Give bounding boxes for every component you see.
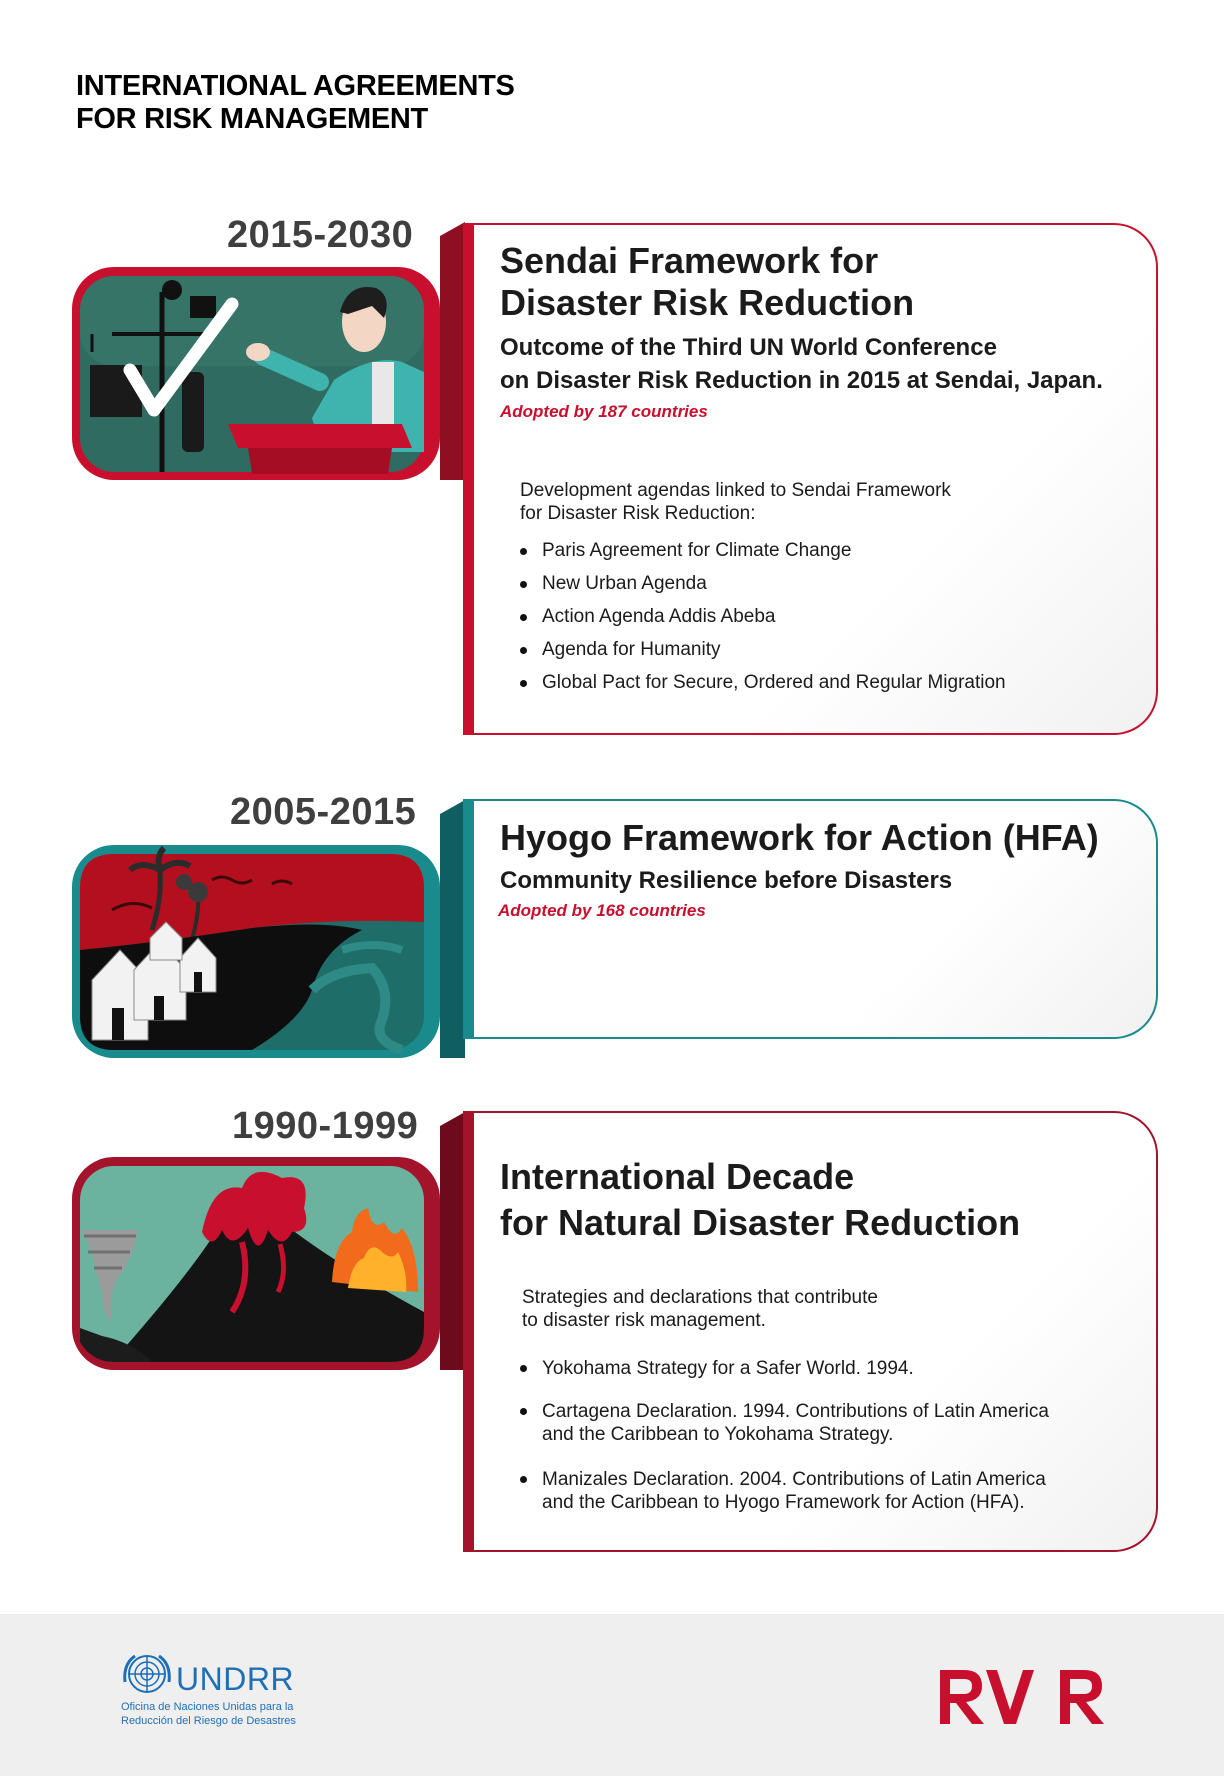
- section-years-sendai: 2015-2030: [227, 214, 414, 256]
- card-title-hyogo-line1: Hyogo Framework for Action (HFA): [500, 817, 1099, 858]
- strategies-list: [520, 1357, 1049, 1514]
- section-years-decade: 1990-1999: [232, 1105, 419, 1147]
- list-item: [520, 1468, 1049, 1514]
- un-emblem-icon: [121, 1652, 173, 1698]
- list-item: Paris Agreement for Climate Change: [520, 540, 1006, 562]
- card-subtitle-hyogo-line1: Community Resilience before Disasters: [500, 867, 953, 894]
- page-title-line1: INTERNATIONAL AGREEMENTS: [76, 70, 515, 102]
- intro-sendai-line2: for Disaster Risk Reduction:: [520, 503, 756, 524]
- card-title-sendai: [500, 240, 914, 324]
- list-item: Action Agenda Addis Abeba: [520, 606, 1006, 628]
- page-title-line2: FOR RISK MANAGEMENT: [76, 103, 428, 135]
- rar-logo: [936, 1666, 1116, 1726]
- list-item: New Urban Agenda: [520, 573, 1006, 595]
- page-title: [76, 70, 515, 136]
- agenda-list: [520, 540, 1006, 694]
- list-item-line2: and the Caribbean to Hyogo Framework for Action (HFA).: [542, 1492, 1025, 1513]
- intro-decade-line1: Strategies and declarations that contribute: [522, 1287, 878, 1308]
- list-item-line2: and the Caribbean to Yokohama Strategy.: [542, 1424, 894, 1445]
- undrr-subtitle-line2: Reducción del Riesgo de Desastres: [121, 1715, 296, 1727]
- adopted-count-hyogo: Adopted by 168 countries: [498, 901, 706, 920]
- undrr-subtitle-line1: Oficina de Naciones Unidas para la: [121, 1701, 294, 1713]
- list-item: Global Pact for Secure, Ordered and Regular Migration: [520, 672, 1006, 694]
- card-title-sendai-line1: Sendai Framework for: [500, 240, 879, 281]
- card-subtitle-sendai: [500, 331, 1103, 397]
- hyogo-illustration: [72, 800, 472, 1058]
- intro-decade-line2: to disaster risk management.: [522, 1310, 766, 1331]
- list-item: [520, 1400, 1049, 1446]
- decade-illustration: [72, 1112, 472, 1370]
- list-item-line1: Yokohama Strategy for a Safer World. 1994.: [542, 1358, 914, 1379]
- adopted-count-sendai: Adopted by 187 countries: [500, 402, 708, 421]
- footer: [0, 1614, 1224, 1776]
- card-subtitle-hyogo: [500, 864, 952, 897]
- card-title-decade-line2: for Natural Disaster Reduction: [500, 1202, 1021, 1243]
- card-subtitle-sendai-line2: on Disaster Risk Reduction in 2015 at Sendai, Japan.: [500, 367, 1103, 394]
- intro-sendai: [520, 479, 951, 525]
- undrr-logo-text: UNDRR: [176, 1661, 295, 1697]
- card-title-hyogo: [500, 817, 1099, 859]
- intro-sendai-line1: Development agendas linked to Sendai Framework: [520, 480, 951, 501]
- list-item: Agenda for Humanity: [520, 639, 1006, 661]
- undrr-subtitle: [121, 1700, 296, 1728]
- section-years-hyogo: 2005-2015: [230, 791, 417, 833]
- list-item: [520, 1357, 1049, 1380]
- card-title-sendai-line2: Disaster Risk Reduction: [500, 282, 915, 323]
- intro-decade: [522, 1286, 878, 1332]
- list-item-line1: Cartagena Declaration. 1994. Contributions of Latin America: [542, 1401, 1049, 1422]
- card-title-decade-line1: International Decade: [500, 1156, 855, 1197]
- card-title-decade: [500, 1156, 1020, 1244]
- card-subtitle-sendai-line1: Outcome of the Third UN World Conference: [500, 334, 997, 361]
- list-item-line1: Manizales Declaration. 2004. Contributions of Latin America: [542, 1469, 1046, 1490]
- sendai-illustration: [72, 222, 472, 480]
